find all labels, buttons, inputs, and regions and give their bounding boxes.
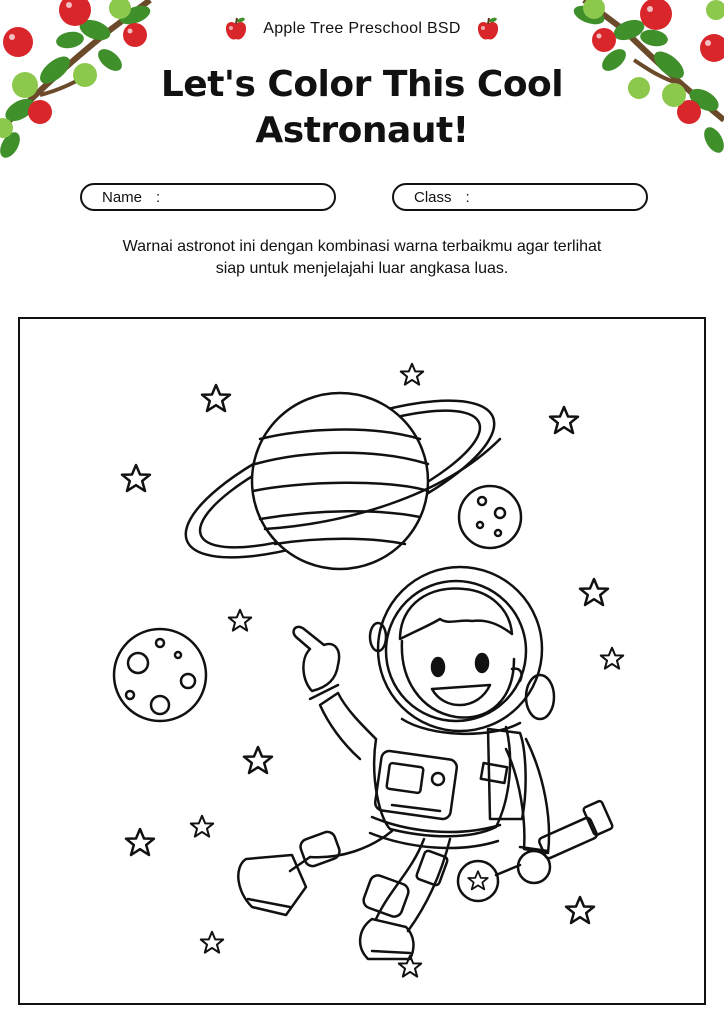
star-icon: [566, 897, 594, 923]
instruction-text: [40, 236, 684, 280]
astronaut-illustration: [238, 567, 613, 959]
title-line-1: Let's Color This Cool: [160, 64, 564, 105]
star-icon: [229, 610, 251, 631]
star-icon: [201, 932, 223, 953]
planet-icon: [168, 369, 513, 589]
star-icon: [126, 829, 154, 855]
class-field[interactable]: [392, 183, 648, 211]
moon-icon: [114, 629, 206, 721]
star-icon: [580, 579, 608, 605]
star-icon: [202, 385, 230, 411]
moon-icon: [459, 486, 521, 548]
apple-icon: [475, 16, 501, 42]
star-icon: [401, 364, 423, 385]
class-separator: :: [465, 188, 470, 206]
name-separator: :: [156, 188, 161, 206]
apple-icon: [223, 16, 249, 42]
coloring-illustration: [20, 319, 704, 1003]
coloring-frame: [18, 317, 706, 1005]
instruction-line-1: Warnai astronot ini dengan kombinasi warna terbaikmu agar terlihat: [122, 238, 602, 255]
star-icon: [601, 648, 623, 669]
star-icon: [191, 816, 213, 837]
school-name: Apple Tree Preschool BSD: [263, 20, 461, 37]
star-icon: [244, 747, 272, 773]
star-icon: [550, 407, 578, 433]
name-label: Name: [102, 188, 143, 206]
class-label: Class: [414, 188, 452, 206]
page-title: [120, 62, 604, 154]
name-field[interactable]: [80, 183, 336, 211]
instruction-line-2: siap untuk menjelajahi luar angkasa luas.: [215, 260, 509, 277]
title-line-2: Astronaut!: [255, 110, 469, 151]
school-header: [0, 16, 724, 42]
star-icon: [122, 465, 150, 491]
